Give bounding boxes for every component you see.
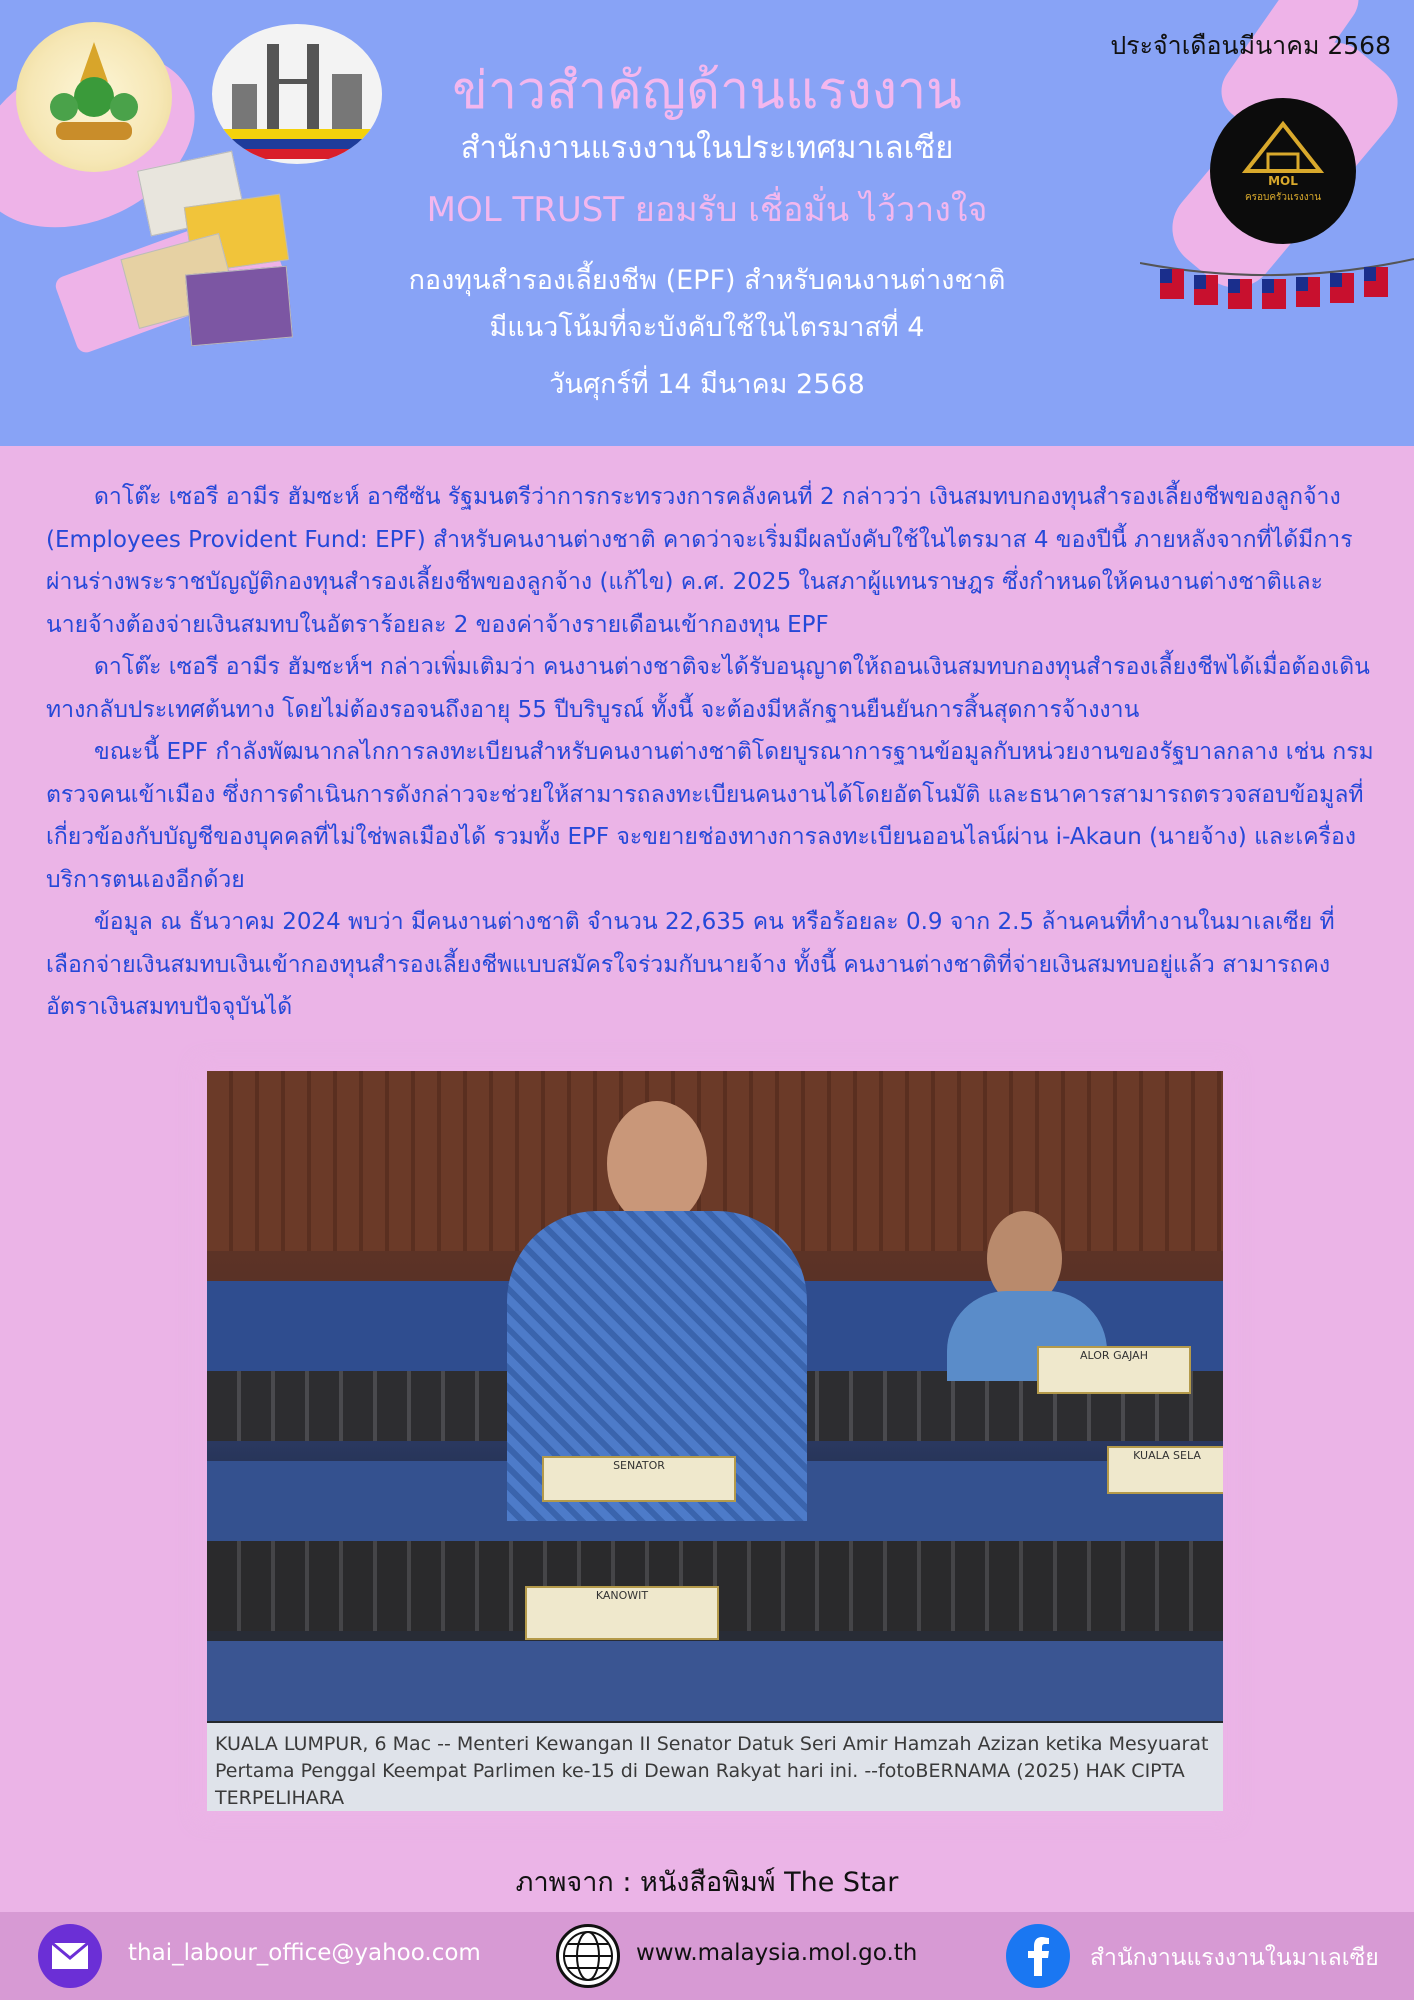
- headline-line1: กองทุนสำรองเลี้ยงชีพ (EPF) สำหรับคนงานต่างชาติ: [408, 265, 1006, 296]
- article-paragraph: ขณะนี้ EPF กำลังพัฒนากลไกการลงทะเบียนสำหรับคนงานต่างชาติโดยบูรณาการฐานข้อมูลกับหน่วยงานของรัฐบาลกลาง เช่น กรมตรวจคนเข้าเมือง ซึ่งการดำเนินการดังกล่าวจะช่วยให้สามารถลงทะเบียนคนงานได้โดยอัตโนมัติ และธนาคารสามารถตรวจสอบข้อมูลที่เกี่ยวข้องกับบัญชีของบุคคลที่ไม่ใช่พลเมืองได้ รวมทั้ง EPF จะขยายช่องทางการลงทะเบียนออนไลน์ผ่าน i-Akaun (นายจ้าง) และเครื่องบริการตนเองอีกด้วย: [46, 739, 1374, 893]
- footer-facebook[interactable]: สำนักงานแรงงานในมาเลเซีย: [1090, 1945, 1379, 1971]
- placard-alor-gajah: ALOR GAJAH: [1037, 1346, 1191, 1394]
- office-name: สำนักงานแรงงานในประเทศมาเลเซีย: [460, 130, 954, 166]
- page-title: ข่าวสำคัญด้านแรงงาน: [452, 61, 962, 121]
- slogan: MOL TRUST ยอมรับ เชื่อมั่น ไว้วางใจ: [426, 190, 988, 230]
- placard-senator: SENATOR: [542, 1456, 736, 1502]
- headline-line2: มีแนวโน้มที่จะบังคับใช้ในไตรมาสที่ 4: [489, 312, 925, 343]
- parliament-photo: [207, 1071, 1223, 1811]
- header-banner: [0, 0, 1414, 446]
- placard-kuala: KUALA SELA: [1107, 1446, 1223, 1494]
- malaysia-flag-bunting: [1140, 255, 1414, 325]
- footer-email[interactable]: thai_labour_office@yahoo.com: [128, 1940, 481, 1966]
- article-paragraph: ข้อมูล ณ ธันวาคม 2024 พบว่า มีคนงานต่างชาติ จำนวน 22,635 คน หรือร้อยละ 0.9 จาก 2.5 ล้านคนที่ทำงานในมาเลเซีย ที่เลือกจ่ายเงินสมทบเงินเข้ากองทุนสำรองเลี้ยงชีพแบบสมัครใจร่วมกับนายจ้าง ทั้งนี้ คนงานต่างชาติที่จ่ายเงินสมทบอยู่แล้ว สามารถคงอัตราเงินสมทบปัจจุบันได้: [46, 909, 1335, 1020]
- article-paragraph: ดาโต๊ะ เซอรี อามีร ฮัมซะห์ฯ กล่าวเพิ่มเติมว่า คนงานต่างชาติจะได้รับอนุญาตให้ถอนเงินสมทบกองทุนสำรองเลี้ยงชีพได้เมื่อต้องเดินทางกลับประเทศต้นทาง โดยไม่ต้องรอจนถึงอายุ 55 ปีบริบูรณ์ ทั้งนี้ จะต้องมีหลักฐานยืนยันการสิ้นสุดการจ้างงาน: [46, 654, 1370, 723]
- issue-month: ประจำเดือนมีนาคม 2568: [1110, 31, 1391, 60]
- mol-logo: [1210, 98, 1356, 244]
- mol-logo-text-top: MOL: [1268, 174, 1298, 188]
- mail-icon[interactable]: [38, 1924, 102, 1988]
- footer-website[interactable]: www.malaysia.mol.go.th: [636, 1940, 918, 1966]
- mol-logo-text-bottom: ครอบครัวแรงงาน: [1244, 192, 1322, 203]
- facebook-icon[interactable]: [1006, 1924, 1070, 1988]
- globe-icon[interactable]: [556, 1924, 620, 1988]
- photo-caption: KUALA LUMPUR, 6 Mac -- Menteri Kewangan II Senator Datuk Seri Amir Hamzah Azizan ketika Mesyuarat Pertama Penggal Keempat Parlimen ke-15 di Dewan Rakyat hari ini. --fotoBERNAMA (2025) HAK CIPTA TERPELIHARA: [207, 1723, 1223, 1811]
- footer: [0, 1912, 1414, 2000]
- photo-bench-row3: [207, 1641, 1223, 1721]
- news-date: วันศุกร์ที่ 14 มีนาคม 2568: [549, 369, 865, 400]
- article-paragraph: ดาโต๊ะ เซอรี อามีร ฮัมซะห์ อาซีซัน รัฐมนตรีว่าการกระทรวงการคลังคนที่ 2 กล่าวว่า เงินสมทบกองทุนสำรองเลี้ยงชีพของลูกจ้าง (Employees Provident Fund: EPF) สำหรับคนงานต่างชาติ คาดว่าจะเริ่มมีผลบังคับใช้ในไตรมาส 4 ของปีนี้ ภายหลังจากที่ได้มีการผ่านร่างพระราชบัญญัติกองทุนสำรองเลี้ยงชีพของลูกจ้าง (แก้ไข) ค.ศ. 2025 ในสภาผู้แทนราษฎร ซึ่งกำหนดให้คนงานต่างชาติและนายจ้างต้องจ่ายเงินสมทบในอัตราร้อยละ 2 ของค่าจ้างรายเดือนเข้ากองทุน EPF: [46, 484, 1353, 638]
- article-body: [46, 476, 1376, 1029]
- placard-kanowit: KANOWIT: [525, 1586, 719, 1640]
- photo-credit: ภาพจาก : หนังสือพิมพ์ The Star: [515, 1867, 899, 1898]
